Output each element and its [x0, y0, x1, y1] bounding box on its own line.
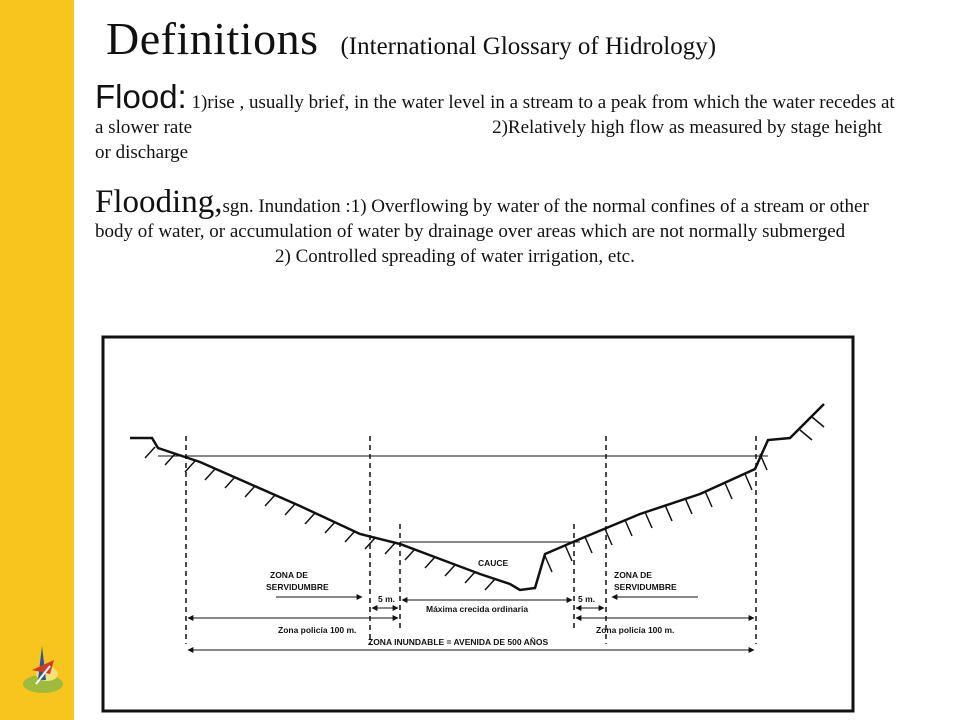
diagram-frame [103, 337, 853, 711]
label-zona-servidumbre-left-1: ZONA DE [270, 570, 308, 580]
label-cauce: CAUCE [478, 558, 509, 568]
label-5m-right: 5 m. [578, 594, 596, 604]
title-subtitle: (International Glossary of Hidrology) [340, 33, 717, 60]
flooding-definition [95, 184, 895, 269]
label-zona-servidumbre-right-2: SERVIDUMBRE [614, 582, 677, 592]
flooding-def-part1: sgn. Inundation :1) Overflowing by water of the normal confines of a stream or other body of water, or accumulation of water by drainage over areas which are not normally submerged [95, 196, 869, 242]
label-5m-left: 5 m. [378, 594, 396, 604]
flood-term: Flood: [95, 78, 187, 115]
label-zona-inundable: ZONA INUNDABLE = AVENIDA DE 500 AÑOS [368, 637, 549, 647]
title-main: Definitions [106, 13, 319, 64]
label-maxima-crecida: Máxima crecida ordinaria [426, 604, 529, 614]
page-title [106, 12, 716, 65]
flooding-term: Flooding, [95, 184, 223, 220]
river-cross-section-diagram [100, 334, 860, 714]
logo-icon [20, 640, 66, 700]
sidebar-band [0, 0, 74, 720]
label-zona-policia-right: Zona policía 100 m. [596, 625, 675, 635]
label-zona-servidumbre-left-2: SERVIDUMBRE [266, 582, 329, 592]
flooding-def-part2: 2) Controlled spreading of water irrigation, etc. [275, 246, 635, 267]
label-zona-servidumbre-right-1: ZONA DE [614, 570, 652, 580]
flood-definition [95, 78, 895, 165]
label-zona-policia-left: Zona policía 100 m. [278, 625, 357, 635]
flood-def-part2: 2)Relatively high flow as measured by stage height or discharge [95, 117, 882, 163]
flood-def-part1: 1)rise , usually brief, in the water level in a stream to a peak from which the water recedes at a slower rate [95, 92, 895, 138]
terrain-profile [130, 404, 824, 590]
